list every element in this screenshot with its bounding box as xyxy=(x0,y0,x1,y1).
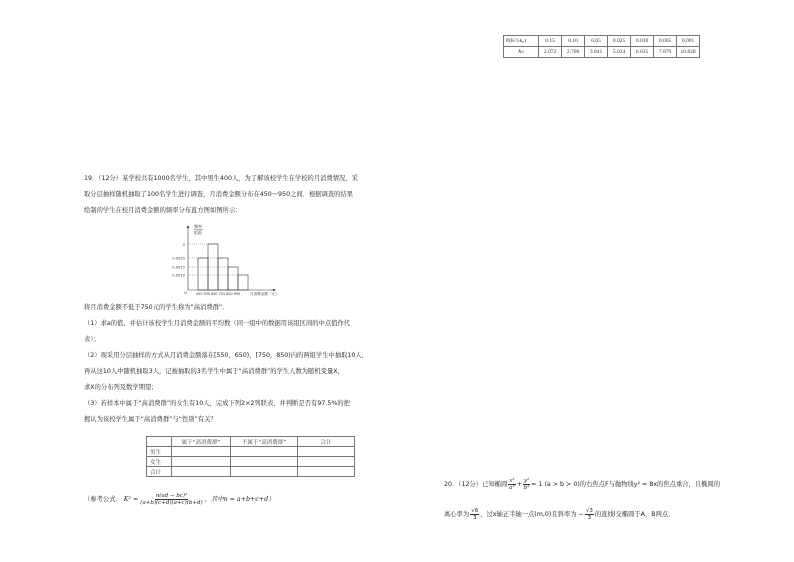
histogram-bar xyxy=(228,267,238,290)
plus-sign: + xyxy=(516,480,522,488)
table-header-cell: P(K²≥k₀) xyxy=(504,36,539,47)
table-header-cell xyxy=(147,437,172,447)
slope-num: √3 xyxy=(585,508,593,514)
contingency-table xyxy=(146,436,355,477)
table-header-cell: 合计 xyxy=(298,437,355,447)
table-cell xyxy=(298,457,355,467)
ellipse-y-term xyxy=(523,478,530,491)
table-row-label: 女生 xyxy=(147,457,172,467)
table-cell xyxy=(172,467,231,477)
table-cell: 6.635 xyxy=(631,47,654,58)
ellipse-x-den: a² xyxy=(509,485,515,491)
xtick-labels: 450 550 650 750 850 950 xyxy=(196,292,241,296)
ecc-den: 3 xyxy=(472,515,477,521)
table-cell: 0.005 xyxy=(654,36,677,47)
table-header-cell: 不属于“高消费群” xyxy=(231,437,298,447)
eccentricity-fraction xyxy=(470,508,479,521)
table-cell xyxy=(298,467,355,477)
table-cell: 0.001 xyxy=(677,36,700,47)
formula-lhs: K² = xyxy=(123,495,139,503)
table-row xyxy=(147,447,355,457)
formula-fraction xyxy=(140,493,202,506)
y-axis-arrow-icon xyxy=(187,225,189,228)
q20-mid: ，过x轴正半轴一点(m,0)且斜率为 − xyxy=(480,510,584,518)
table-row xyxy=(147,467,355,477)
q20-ellipse-rest: = 1 (a > b > 0)的右焦点F与抛物线y² = 8x的焦点重合，且椭圆的 xyxy=(531,480,721,488)
q20-prefix: 20．（12分）已知椭圆 xyxy=(444,480,508,488)
table-cell xyxy=(298,447,355,457)
q19-part1: 表）； xyxy=(84,336,100,343)
ytick-label: 0.0010 xyxy=(172,273,185,278)
ytick-label: 0.0025 xyxy=(172,256,185,261)
table-row xyxy=(147,457,355,467)
table-cell: 3.841 xyxy=(585,47,608,58)
table-cell: 0.010 xyxy=(631,36,654,47)
frequency-histogram xyxy=(168,222,304,298)
reference-formula xyxy=(84,493,274,506)
q19-part3: （3）若样本中属于“高消费群”的女生有10人，完成下列2×2列联表，并判断是否有97.5%的把 xyxy=(84,400,350,407)
q20-ecc-label: 离心率为 xyxy=(444,510,470,518)
origin-label: O xyxy=(184,290,188,295)
ytick-label: 0.0015 xyxy=(172,265,185,270)
table-cell xyxy=(172,457,231,467)
q19-line: 取分层抽样随机抽取了100名学生进行调查，月消费金额分布在450～950之间．根据调查的结果 xyxy=(84,191,354,198)
table-row-label: 合计 xyxy=(147,467,172,477)
ecc-num: √6 xyxy=(471,508,479,514)
histogram-bar xyxy=(218,258,228,290)
q20-end: 的直线l交椭圆于A，B两点． xyxy=(594,510,675,518)
formula-prefix: （参考公式： xyxy=(84,495,122,503)
table-cell xyxy=(231,467,298,477)
table-cell: 0.15 xyxy=(539,36,562,47)
table-cell: 0.05 xyxy=(585,36,608,47)
table-row xyxy=(504,36,700,47)
q19-part2: 再从这10人中随机抽取3人，记被抽取的3名学生中属于“高消费群”的学生人数为随机变量X， xyxy=(84,368,344,375)
table-header-cell: 属于“高消费群” xyxy=(172,437,231,447)
q19-part2: 求X的分布列及数学期望； xyxy=(84,384,158,391)
table-cell: 10.828 xyxy=(677,47,700,58)
table-row xyxy=(504,47,700,58)
table-cell: 2.072 xyxy=(539,47,562,58)
ellipse-x-term xyxy=(508,478,515,491)
probability-table xyxy=(503,35,700,58)
histogram-ylabel-bottom: 组距 xyxy=(194,230,202,235)
q19-para: 将月消费金额不低于750元的学生称为“高消费群”． xyxy=(84,304,229,311)
table-cell xyxy=(172,447,231,457)
table-cell: 5.024 xyxy=(608,47,631,58)
histogram-ylabel-top: 频率 xyxy=(194,224,202,229)
slope-fraction xyxy=(585,508,594,521)
table-row-label: 男生 xyxy=(147,447,172,457)
ellipse-y-den: b² xyxy=(523,485,530,491)
table-header-cell: k₀ xyxy=(504,47,539,58)
histogram-xlabel: 月消费金额（元） xyxy=(250,292,279,296)
q19-line: 19．（12分）某学校共有1000名学生，其中男生400人，为了解该校学生在学校的月消费情况，采 xyxy=(84,175,358,182)
x-axis-arrow-icon xyxy=(273,289,276,291)
ytick-label: a xyxy=(182,241,185,247)
histogram-bar xyxy=(198,258,208,290)
q19-line: 绘制的学生在校月消费金额的频率分布直方图如图所示： xyxy=(84,207,242,214)
table-cell: 7.879 xyxy=(654,47,677,58)
ellipse-x-num: x² xyxy=(509,478,515,484)
table-cell xyxy=(231,447,298,457)
formula-denominator: (a+b)(c+d)(a+c)(b+d) xyxy=(140,500,203,506)
q19-part2: （2）现采用分层抽样的方式从月消费金额落在[550，650)，[750，850)内的两组学生中抽取10人， xyxy=(84,352,369,359)
q20-line xyxy=(444,508,675,521)
q19-part1: （1）求a的值，并估计该校学生月消费金额的平均数（同一组中的数据用该组区间的中点值作代 xyxy=(84,320,351,327)
ellipse-y-num: y² xyxy=(523,478,530,484)
table-cell: 2.706 xyxy=(562,47,585,58)
q19-part3: 握认为该校学生属于“高消费群”与“性别”有关？ xyxy=(84,416,217,423)
q20-line xyxy=(444,478,720,491)
formula-numerator: n(ad − bc)² xyxy=(155,493,188,499)
table-cell xyxy=(231,457,298,467)
formula-suffix: ，其中n = a+b+c+d） xyxy=(204,495,275,503)
table-cell: 0.10 xyxy=(562,36,585,47)
table-cell: 0.025 xyxy=(608,36,631,47)
histogram-bar xyxy=(238,275,248,290)
slope-den: 3 xyxy=(587,515,592,521)
table-row xyxy=(147,437,355,447)
